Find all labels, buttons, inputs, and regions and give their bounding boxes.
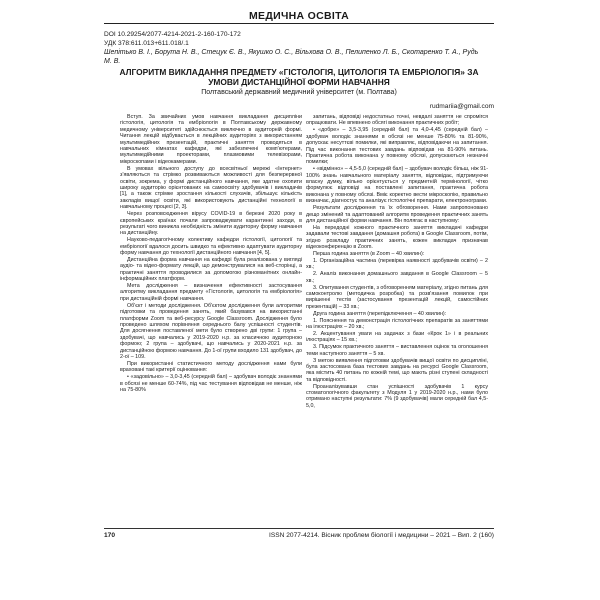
paragraph: • «добре» – 3,5-3,95 (середній бал) та 4,0-4,45 (середній бал) – здобувач володіє знаннями в обсязі не менше 75-80% та 81-90%, допускає несуттєві помилки, які виправляє, відповідаючи на запитання. Під час виконання тестових завдань відповідав на 81-90% питань. Практична робота виконана у повному обсязі, допускаються незначні помилки; xyxy=(306,127,488,166)
paragraph: Результати дослідження та їх обговорення. Нами запропоновано дещо змінений та адаптований алгоритм проведення практичних занять для дистанційної форми навчання. Він полягає в наступному: xyxy=(306,205,488,224)
affiliation: Полтавський державний медичний університет (м. Полтава) xyxy=(201,89,397,96)
paragraph: Дистанційна форма навчання на кафедрі була реалізована у вигляді аудіо- та відео-формату лекцій, що демонструвалися на веб-сторінці, а практичні заняття проводилися за допомогою різноманітних онлайн-інформаційних платформ. xyxy=(120,256,302,283)
paragraph: Проаналізувавши стан успішності здобувачів 1 курсу стоматологічного факультету з Модуля 1 у 2019-2020 н.р., нами було отримано наступні результати: 7% (9 здобувачів) мали середній бал 4,5-5,0, xyxy=(306,383,488,409)
paragraph: На передодні кожного практичного заняття викладачі кафедри задавали тестові завдання (домашня робота) в Google Classroom, потім, згідно розкладу практичних занять, кожен викладач призначав відеоконференцію в Zoom. xyxy=(306,224,488,251)
paragraph: 1. Пояснення та демонстрація гістологічних препаратів за заняттями на ілюстраціях – 20 хв.; xyxy=(306,317,488,330)
paragraph: 2. Акцентування уваги на задачах з бази «Крок 1» і в реальних ілюстраціях – 15 хв.; xyxy=(306,330,488,344)
contact-email: rudmariia@gmail.com xyxy=(429,103,494,110)
journal-citation: ISSN 2077-4214. Вісник проблем біології і медицини – 2021 – Вип. 2 (160) xyxy=(269,532,494,539)
paragraph: 3. Опитування студентів, з обговоренням матеріалу, згідно питань для самоконтролю (методичка розробка) та розв'язання помилок при вирішенні тестів (застосування презентацій лекцій, самостійних презентацій) – 33 хв.; xyxy=(306,284,488,310)
udk-line: УДК 378:611.013+611.018/.1 xyxy=(104,40,189,47)
article-title: АЛГОРИТМ ВИКЛАДАННЯ ПРЕДМЕТУ «ГІСТОЛОГІЯ, ЦИТОЛОГІЯ ТА ЕМБРІОЛОГІЯ» ЗА УМОВИ ДИСТАНЦІЙНОЇ ФОРМИ НАВЧАННЯ xyxy=(119,67,479,87)
paragraph: Мета дослідження – визначення ефективності застосування алгоритму викладання предмету «Гістологія, цитологія та ембріологія» при дистанційній формі навчання. xyxy=(120,283,302,302)
author-list: Шепітько В. І., Борута Н. В., Стецук Є. В., Якушко О. С., Вільхова О. В., Пелипенко Л. Б., Скотаренко Т. А., Рудь М. В. xyxy=(104,49,479,65)
paragraph: 2. Аналіз виконання домашнього завдання в Google Classroom – 5 хв.; xyxy=(306,271,488,284)
paragraph: При використанні статистичного методу дослідження нами були враховані такі критерії оцінювання: xyxy=(120,360,302,374)
paragraph: 1. Організаційна частина (перевірка наявності здобувачів освіти) – 2 хв.; xyxy=(306,257,488,271)
page-number: 170 xyxy=(104,532,116,539)
paragraph: Об'єкт і методи дослідження. Об'єктом дослідження були алгоритми підготовки та проведення занять, який базувався на використанні платформи Zoom та веб-ресурсу Google Classroom. Дослідження було проведено шляхом порівняння середнього балу успішності студентів. Для досягнення поставленої мети було створено дві групи: 1 група – здобувачі, що навчались у 2019-2020 н.р. за класичною аудиторною формою; 2 група – здобувачі, що навчались у 2020-2021 н.р. за дистанційною формою навчання. До 1-ої групи входило 131 здобувач, до 2-ої – 109. xyxy=(120,302,302,361)
paragraph: Науково-педагогічному колективу кафедри гістології, цитології та ембріології вдалося досить швидко та ефективно адаптувати аудиторну форму навчання до технології дистанційного навчання [4, 5]. xyxy=(120,237,302,257)
paragraph: • «відмінно» – 4,5-5,0 (середній бал) – здобувач володіє більш, ніж 91-100% знань навчального матеріалу заняття, відповідає, підтримуючи власну думку, вільно орієнтується у предметній термінології, чітко формулює відповіді на поставлені запитання, практична робота виконана у повному обсязі. Вміє коректно вести мікроскопію, правильно визначає, діагностує та аналізує гістологічні препарати, електронограми. xyxy=(306,166,488,205)
section-header xyxy=(104,10,494,24)
paragraph: запитань, відповіді недостатньо точні, невдалі заняття не спромігся опрацювати. Не впевнено обсягі виконання практичних робіт; xyxy=(306,114,488,127)
paragraph: • «задовільно» – 3,0-3,45 (середній бал) – здобувач володіє знаннями в обсязі не менше 60-74%, під час тестування відповідав не менше, ніж на 75-80% xyxy=(120,374,302,394)
paragraph: З метою виявлення підготовки здобувачів вищої освіти по дисципліні, була застосована база тестових завдань на ресурсі Google Classroom, яка містить 40 питань по кожній темі, що мають різні ступені складності та відповідності. xyxy=(306,357,488,383)
section-title: МЕДИЧНА ОСВІТА xyxy=(248,10,350,22)
paragraph: Вступ. За звичайних умов навчання викладання дисципліни гістологія, цитологія та ембріологія в Полтавському державному медичному університеті здійснюється виключно в аудиторній формі. Читання лекцій відбувається в лекційних аудиторіях з використанням мультимедійних презентацій, практичні заняття проводяться в навчальних кімнатах кафедри, які забезпечені комп'ютерами, мультимедійними проекторами, плазмовими телевізорами, мікроскопами і відеокамерами. xyxy=(120,114,302,165)
left-column xyxy=(120,114,302,525)
doi-line: DOI 10.29254/2077-4214-2021-2-160-170-172 xyxy=(104,31,241,38)
paragraph: Перша година заняття (в Zoom – 40 хвилин): xyxy=(313,251,425,258)
page-footer xyxy=(104,528,494,542)
right-column xyxy=(306,114,488,525)
paragraph: 3. Підсумок практичного заняття – виставлення оцінок та оголошення теми наступного заняття – 5 хв. xyxy=(306,344,488,357)
paragraph: Через розповсюдження вірусу COVID-19 в березні 2020 року в європейських країнах почали запроваджувати карантинні заходи, в результаті чого виникла необхідність змінити аудиторну форму навчання на дистанційну. xyxy=(120,211,302,237)
paragraph: Друга година заняття (перепідключення – 40 хвилин): xyxy=(313,310,447,317)
paragraph: В умовах вільного доступу до всесвітньої мережі «Інтернет» з'являються та стрімко розвиваються можливості для безперервної освіти, зокрема, у формі дистанційного навчання, яке здатне охопити широку аудиторію орієнтованих на самоосвіту здобувачів і викладачів [1], а також стрімке зростання кількості слухачів, збільшує кількість закладів вищої освіти, які використовують дистанційні технології в навчальному процесі [2, 3]. xyxy=(120,165,302,211)
